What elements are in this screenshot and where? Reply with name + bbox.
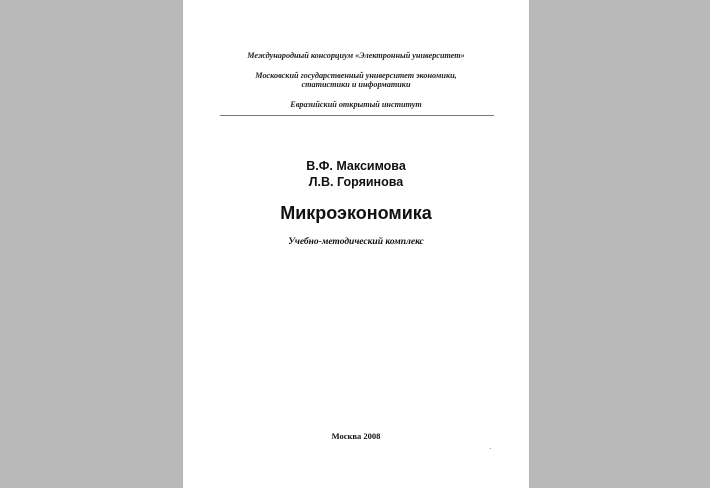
header-divider xyxy=(220,115,494,116)
page-speck xyxy=(490,448,491,449)
imprint-place-year: Москва 2008 xyxy=(331,431,381,441)
document-subtitle: Учебно-методический комплекс xyxy=(288,237,424,247)
document-title: Микроэкономика xyxy=(280,203,432,223)
university-name-line-1: Московский государственный университет экономики, xyxy=(255,71,457,80)
consortium-name: Международный консорциум «Электронный университет» xyxy=(247,51,465,60)
university-name-line-2: статистики и информатики xyxy=(301,80,411,89)
author-name: В.Ф. Максимова xyxy=(306,159,406,173)
author-name: Л.В. Горяинова xyxy=(308,175,404,189)
document-page xyxy=(183,0,529,488)
institute-name: Евразийский открытый институт xyxy=(290,100,422,109)
